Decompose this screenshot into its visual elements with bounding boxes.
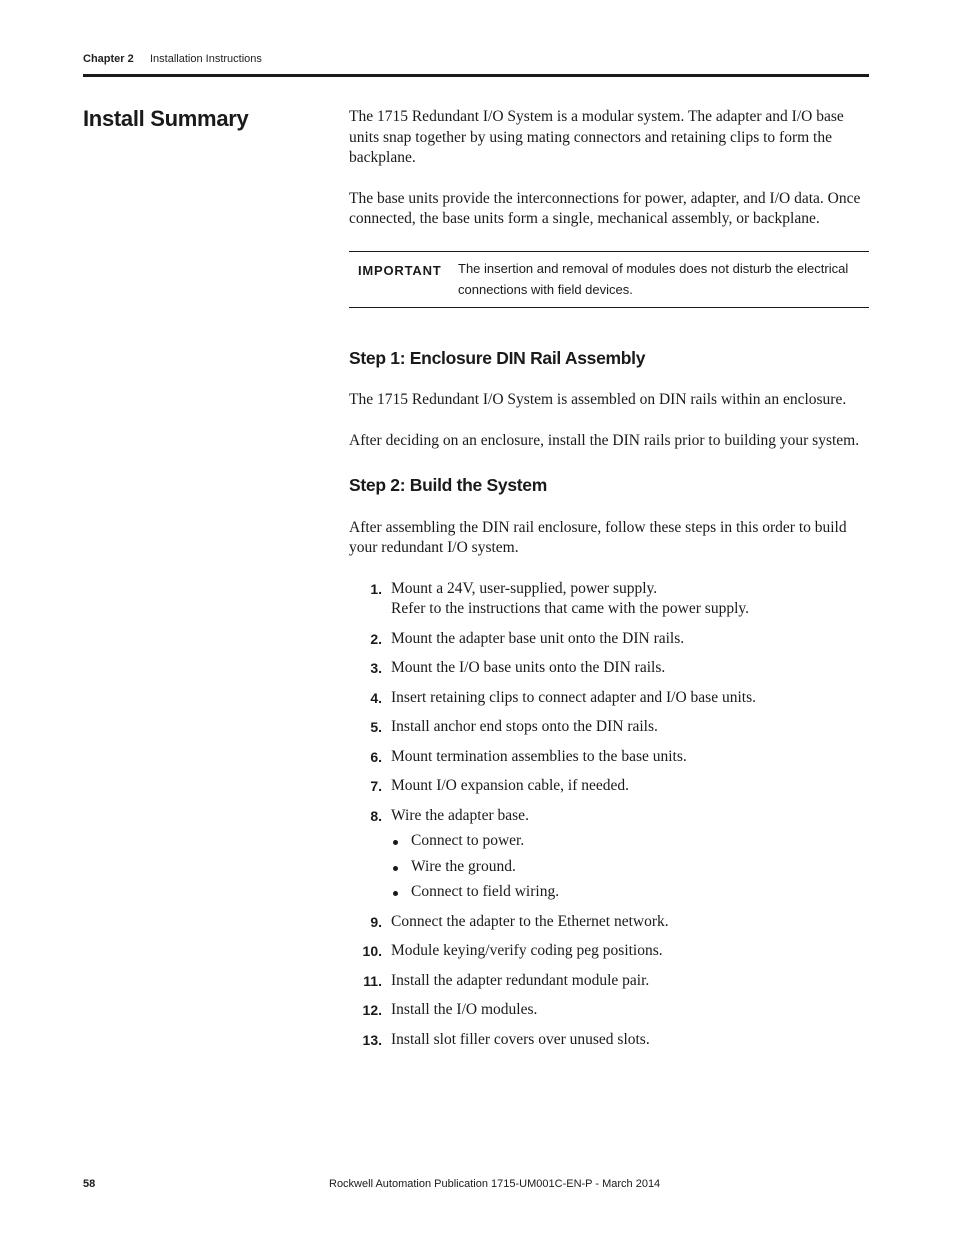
step-number: 6. — [370, 748, 382, 765]
bullet-text: Wire the ground. — [411, 857, 516, 875]
step-number: 12. — [362, 1002, 382, 1018]
bullet-text: Connect to power. — [411, 832, 525, 849]
step-text: Install the I/O modules. — [391, 1001, 538, 1018]
step-item — [349, 579, 869, 620]
step-item — [349, 1030, 869, 1051]
step-item — [349, 658, 869, 679]
page-number: 58 — [83, 1178, 96, 1190]
step-text: Install anchor end stops onto the DIN rails. — [391, 718, 658, 735]
header-rule — [83, 74, 869, 77]
step-number: 8. — [370, 807, 382, 824]
step-text: Mount the I/O base units onto the DIN rails. — [391, 659, 666, 676]
step-text: Mount the adapter base unit onto the DIN rails. — [391, 629, 685, 647]
header-section: Installation Instructions — [150, 53, 262, 65]
bullet-icon — [393, 840, 398, 845]
bullet-icon — [393, 866, 398, 871]
step1-heading: Step 1: Enclosure DIN Rail Assembly — [349, 347, 646, 368]
step-number: 7. — [370, 778, 382, 794]
step-number: 13. — [362, 1031, 382, 1048]
step-text: Wire the adapter base. — [391, 806, 529, 824]
step2-heading: Step 2: Build the System — [349, 475, 547, 495]
step-item — [349, 776, 869, 797]
step-item — [349, 912, 869, 933]
bullet-text: Connect to field wiring. — [411, 883, 560, 900]
step-text: Install slot filler covers over unused slots. — [391, 1030, 650, 1048]
step-text: Connect the adapter to the Ethernet network. — [391, 912, 669, 930]
step-number: 3. — [370, 660, 382, 676]
build-steps-list — [349, 579, 869, 1051]
step2-intro: After assembling the DIN rail enclosure, follow these steps in this order to build your redundant I/O system. — [349, 518, 847, 556]
step-item — [349, 717, 869, 738]
step1-paragraph-2: After deciding on an enclosure, install the DIN rails prior to building your system. — [349, 431, 860, 449]
step-item — [349, 688, 869, 709]
step-item — [349, 806, 869, 903]
step-text: Mount a 24V, user-supplied, power supply. — [391, 579, 658, 597]
step-number: 9. — [370, 913, 382, 930]
important-label: IMPORTANT — [358, 262, 442, 278]
important-note — [349, 251, 869, 308]
step-text: Mount termination assemblies to the base units. — [391, 747, 687, 765]
step-number: 11. — [363, 972, 382, 989]
step-item — [349, 1000, 869, 1021]
bullet-item — [391, 857, 869, 878]
step-text: Module keying/verify coding peg positions. — [391, 942, 663, 959]
step-note: Refer to the instructions that came with the power supply. — [391, 600, 749, 617]
step-number: 2. — [370, 630, 382, 647]
section-title: Install Summary — [83, 106, 249, 131]
intro-paragraph-1: The 1715 Redundant I/O System is a modular system. The adapter and I/O base units snap together by using mating connectors and retaining clips to form the backplane. — [349, 108, 844, 166]
bullet-item — [391, 882, 869, 903]
step-text: Insert retaining clips to connect adapter and I/O base units. — [391, 688, 756, 706]
important-text: The insertion and removal of modules does not disturb the electrical connections with field devices. — [458, 260, 849, 297]
step-number: 4. — [370, 689, 382, 706]
intro-paragraph-2: The base units provide the interconnections for power, adapter, and I/O data. Once connected, the base units form a single, mechanical assembly, or backplane. — [349, 189, 861, 227]
step-item — [349, 629, 869, 650]
step-number: 10. — [362, 943, 382, 959]
step-text: Mount I/O expansion cable, if needed. — [391, 777, 630, 794]
step-number: 1. — [370, 580, 382, 597]
publication-info: Rockwell Automation Publication 1715-UM001C-EN-P - March 2014 — [329, 1178, 661, 1190]
step-text: Install the adapter redundant module pair. — [391, 971, 650, 989]
step-item — [349, 971, 869, 992]
running-header — [83, 53, 869, 65]
step-number: 5. — [370, 719, 382, 735]
bullet-icon — [393, 891, 398, 896]
header-chapter: Chapter 2 — [83, 53, 134, 65]
main-content — [349, 107, 869, 1059]
step-item — [349, 941, 869, 962]
step1-paragraph-1: The 1715 Redundant I/O System is assembled on DIN rails within an enclosure. — [349, 391, 847, 408]
step-bullet-list — [391, 831, 869, 903]
step-item — [349, 747, 869, 768]
bullet-item — [391, 831, 869, 852]
